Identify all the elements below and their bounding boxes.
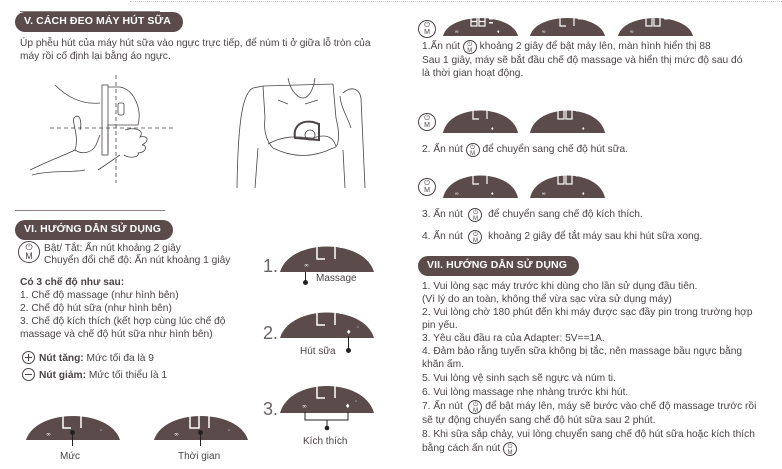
mode-item: 1. Chế độ massage (như hình bên) [20,290,179,301]
time-caption: Thời gian [178,451,221,462]
decrease-button-info: Nút giảm: Mức tối thiểu là 1 [22,368,167,382]
display-L1 [530,12,605,36]
level-caption: Mức [60,451,81,462]
instruction-line: 6. Vui lòng massage nhẹ nhàng trước khi hút. [422,387,629,398]
svg-text:♦: ♦ [491,126,494,132]
mode-item: massage và chế độ hút sữa như hình bên) [20,329,213,340]
top-divider [130,1,782,2]
svg-text:∞: ∞ [174,431,179,438]
leader-dot [346,348,351,353]
power-mode-icon: ⏻ M [468,208,482,222]
power-mode-icon: ⏻ M [18,241,40,263]
svg-text:♦: ♦ [491,191,494,197]
svg-text:∞: ∞ [630,29,634,35]
instruction-line: 2. Vui lòng chờ 180 phút đến khi máy được sạc đầy pin trong trường hợp [422,307,753,318]
mode-item: 3. Chế độ kích thích (kết hợp cùng lúc chế độ [20,316,226,327]
display-00-stim [530,168,605,198]
instruction-line: 3. Yêu cầu đầu ra của Adapter: 5V==1A. [422,333,605,344]
mode-switch-instruction: Chuyển đổi chế độ: Ấn nút khoảng 1 giây [44,255,231,266]
step-3: 3. Ấn nút ⏻ M để chuyển sang chế độ kích thích. [422,209,643,222]
display-00 [618,12,693,36]
stimulation-mode-display [280,373,374,413]
svg-text:∞: ∞ [542,29,546,35]
svg-text:♦: ♦ [582,191,585,197]
svg-text:∞: ∞ [302,403,307,410]
display-88 [443,12,518,36]
section-6-title: VI. HƯỚNG DẪN SỬ DỤNG [15,220,173,240]
leader-dot [198,430,203,435]
power-mode-icon: ⏻ M [503,442,517,456]
section-5-body-line1: Úp phễu hút của máy hút sữa vào ngực trực tiếp, để núm ti ở giữa lỗ tròn của [20,38,371,49]
power-mode-icon: ⏻ M [468,230,482,244]
instruction-line: 8. Khi sữa sắp chảy, vui lòng chuyển sang chế độ hút sữa hoặc kích thích [422,429,755,440]
power-mode-icon: ⏻ M [468,400,482,414]
svg-text:♦: ♦ [346,329,352,336]
instruction-line: 1. Vui lòng sạc máy trước khi dùng cho lần sử dụng đầu tiên. [422,281,698,292]
instruction-line: 4. Đảm bảo rằng tuyến sữa không bị tắc, nên massage bầu ngực bằng [422,346,743,357]
step-1-line2: Sau 1 giây, máy sẽ bắt đầu chế độ massage và hiển thị mức độ sau đó [422,55,743,66]
mode-number: 3. [263,399,279,419]
massage-caption: Massage [316,273,357,284]
section-5-body-line2: máy rồi cố định lại bằng áo ngực. [20,51,171,62]
power-instruction: Bật/ Tắt: Ấn nút khoảng 2 giây [44,243,181,254]
instruction-line: (Vì lý do an toàn, không thể vừa sạc vừa sử dụng máy) [422,294,672,305]
plus-circle-icon [22,351,35,364]
power-mode-icon: ⏻ M [463,40,477,54]
power-mode-icon: ⏻ M [418,178,436,196]
step-2: 2. Ấn nút ⏻ M để chuyển sang chế độ hút sữa. [422,144,629,157]
step-1-line1: 1.Ấn nút ⏻ M khoảng 2 giây để bật máy lên, màn hình hiển thị 88 [422,41,711,54]
svg-text:♦: ♦ [582,126,585,132]
pumping-mode-display [280,300,374,338]
stimulation-leader [300,412,350,432]
divider [15,210,165,211]
woman-wearing-pump-illustration [233,78,373,190]
instruction-item-8-end: bằng cách ấn nút ⏻ M [422,442,517,456]
instruction-item-7: 7. Ấn nút ⏻ M để bật máy lên, máy sẽ bước vào chế độ massage trước rồi [422,401,757,414]
minus-circle-icon [22,368,35,381]
display-L1-stim [443,168,518,198]
stimulation-caption: Kích thích [303,436,348,447]
svg-text:∞: ∞ [46,431,51,438]
instruction-line: 5. Vui lòng vệ sinh sạch sẽ ngực và núm ti. [422,373,616,384]
svg-text:♦: ♦ [497,29,500,35]
power-mode-icon: ⏻ M [466,143,480,157]
svg-text:∞: ∞ [455,191,459,197]
power-mode-icon: ⏻ M [418,113,436,131]
modes-heading: Có 3 chế độ như sau: [20,277,125,288]
mode-item: 2. Chế độ hút sữa (như hình bên) [20,303,172,314]
svg-text:∞: ∞ [542,191,546,197]
massage-mode-display [280,234,374,272]
instruction-line: pin yếu. [422,320,458,331]
section-7-title: VII. HƯỚNG DẪN SỬ DỤNG [418,256,579,276]
leader-dot [303,280,308,285]
increase-button-info: Nút tăng: Mức tối đa là 9 [22,351,154,365]
svg-text:∞: ∞ [455,29,459,35]
section-5-title: V. CÁCH ĐEO MÁY HÚT SỮA [15,12,183,32]
mode-number: 2. [263,323,279,343]
svg-text:♦: ♦ [345,403,351,410]
display-00-pump [530,103,605,133]
step-1-line3: là thời gian hoạt động. [422,68,524,79]
instruction-line: sẽ tự động chuyển sang chế độ hút sữa sau 2 phút. [422,415,656,426]
leader-dot [70,430,75,435]
instruction-line: khăn ấm. [422,359,464,370]
power-mode-icon: ⏻ M [418,20,436,38]
display-L1-pump [443,103,518,133]
pumping-caption: Hút sữa [300,346,336,357]
mode-number: 1. [263,256,279,276]
step-4: 4. Ấn nút ⏻ M khoảng 2 giây để tắt máy sau khi hút sữa xong. [422,231,703,244]
svg-text:∞: ∞ [304,262,309,269]
pump-placement-illustration [20,75,180,185]
